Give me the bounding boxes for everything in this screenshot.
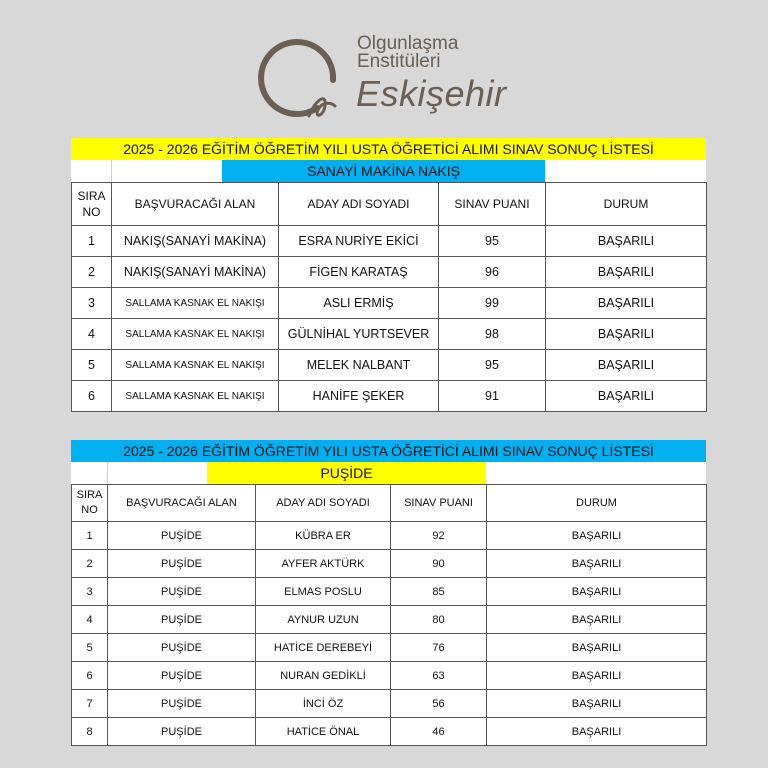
row-candidate: FİGEN KARATAŞ — [279, 257, 439, 288]
table-1-subtitle: SANAYİ MAKİNA NAKIŞ — [222, 160, 545, 182]
table-row — [72, 718, 707, 746]
row-score: 91 — [439, 381, 546, 412]
row-status: BAŞARILI — [546, 226, 707, 257]
logo-mark-icon — [255, 30, 355, 125]
table-header-row — [72, 183, 707, 226]
row-field: SALLAMA KASNAK EL NAKIŞI — [112, 288, 279, 319]
row-field: PUŞİDE — [108, 662, 256, 690]
row-field: PUŞİDE — [108, 522, 256, 550]
col-header-sira-no: SIRA NO — [72, 183, 112, 226]
table-row — [72, 381, 707, 412]
row-candidate: HANİFE ŞEKER — [279, 381, 439, 412]
col-header-sira-no: SIRA NO — [72, 485, 108, 522]
table-header-row — [72, 485, 707, 522]
row-number: 4 — [72, 319, 112, 350]
row-field: SALLAMA KASNAK EL NAKIŞI — [112, 350, 279, 381]
table-row — [72, 226, 707, 257]
institution-logo — [255, 30, 535, 125]
results-table-1 — [71, 182, 707, 412]
table-1-title: 2025 - 2026 EĞİTİM ÖĞRETİM YILI USTA ÖĞRETİCİ ALIMI SINAV SONUÇ LİSTESİ — [71, 138, 706, 160]
table-row — [72, 578, 707, 606]
row-score: 56 — [391, 690, 487, 718]
row-field: SALLAMA KASNAK EL NAKIŞI — [112, 381, 279, 412]
row-status: BAŞARILI — [546, 288, 707, 319]
row-number: 8 — [72, 718, 108, 746]
row-field: PUŞİDE — [108, 718, 256, 746]
row-status: BAŞARILI — [546, 257, 707, 288]
results-table-2-block — [71, 440, 706, 746]
table-row — [72, 634, 707, 662]
row-number: 5 — [72, 350, 112, 381]
row-candidate: ESRA NURİYE EKİCİ — [279, 226, 439, 257]
row-status: BAŞARILI — [546, 381, 707, 412]
row-score: 95 — [439, 226, 546, 257]
row-status: BAŞARILI — [546, 350, 707, 381]
row-candidate: AYNUR UZUN — [256, 606, 391, 634]
table-row — [72, 350, 707, 381]
row-score: 80 — [391, 606, 487, 634]
row-score: 85 — [391, 578, 487, 606]
row-score: 92 — [391, 522, 487, 550]
table-2-title: 2025 - 2026 EĞİTİM ÖĞRETİM YILI USTA ÖĞRETİCİ ALIMI SINAV SONUÇ LİSTESİ — [71, 440, 706, 462]
table-2-subtitle-row — [71, 462, 706, 484]
row-number: 2 — [72, 550, 108, 578]
row-candidate: AYFER AKTÜRK — [256, 550, 391, 578]
col-header-alan: BAŞVURACAĞI ALAN — [112, 183, 279, 226]
row-number: 1 — [72, 522, 108, 550]
logo-line-1: Olgunlaşma — [357, 33, 459, 54]
results-table-1-block — [71, 138, 706, 412]
row-candidate: HATİCE DEREBEYİ — [256, 634, 391, 662]
col-header-aday: ADAY ADI SOYADI — [256, 485, 391, 522]
row-field: PUŞİDE — [108, 606, 256, 634]
logo-line-2: Enstitüleri — [357, 51, 441, 72]
row-number: 6 — [72, 662, 108, 690]
col-header-alan: BAŞVURACAĞI ALAN — [108, 485, 256, 522]
row-field: PUŞİDE — [108, 578, 256, 606]
table-row — [72, 522, 707, 550]
row-status: BAŞARILI — [487, 550, 707, 578]
row-field: PUŞİDE — [108, 550, 256, 578]
row-score: 98 — [439, 319, 546, 350]
row-candidate: NURAN GEDİKLİ — [256, 662, 391, 690]
results-table-2 — [71, 484, 707, 746]
row-score: 46 — [391, 718, 487, 746]
col-header-puan: SINAV PUANI — [391, 485, 487, 522]
row-candidate: MELEK NALBANT — [279, 350, 439, 381]
row-number: 2 — [72, 257, 112, 288]
table-row — [72, 662, 707, 690]
row-score: 99 — [439, 288, 546, 319]
table-2-subtitle: PUŞİDE — [207, 462, 486, 484]
logo-city: Eskişehir — [356, 73, 507, 114]
row-number: 5 — [72, 634, 108, 662]
row-number: 1 — [72, 226, 112, 257]
row-number: 4 — [72, 606, 108, 634]
row-field: PUŞİDE — [108, 690, 256, 718]
table-row — [72, 319, 707, 350]
row-number: 6 — [72, 381, 112, 412]
row-field: NAKIŞ(SANAYİ MAKİNA) — [112, 226, 279, 257]
row-candidate: KÜBRA ER — [256, 522, 391, 550]
row-status: BAŞARILI — [487, 606, 707, 634]
table-1-subtitle-row — [71, 160, 706, 182]
col-header-puan: SINAV PUANI — [439, 183, 546, 226]
row-score: 63 — [391, 662, 487, 690]
row-score: 96 — [439, 257, 546, 288]
col-header-durum: DURUM — [487, 485, 707, 522]
row-score: 95 — [439, 350, 546, 381]
row-number: 3 — [72, 578, 108, 606]
col-header-aday: ADAY ADI SOYADI — [279, 183, 439, 226]
row-candidate: HATİCE ÖNAL — [256, 718, 391, 746]
row-candidate: GÜLNİHAL YURTSEVER — [279, 319, 439, 350]
row-field: NAKIŞ(SANAYİ MAKİNA) — [112, 257, 279, 288]
table-row — [72, 606, 707, 634]
row-candidate: ASLI ERMİŞ — [279, 288, 439, 319]
row-status: BAŞARILI — [487, 662, 707, 690]
row-candidate: ELMAS POSLU — [256, 578, 391, 606]
col-header-durum: DURUM — [546, 183, 707, 226]
row-field: PUŞİDE — [108, 634, 256, 662]
row-field: SALLAMA KASNAK EL NAKIŞI — [112, 319, 279, 350]
table-row — [72, 690, 707, 718]
row-status: BAŞARILI — [487, 522, 707, 550]
row-score: 76 — [391, 634, 487, 662]
row-number: 7 — [72, 690, 108, 718]
row-status: BAŞARILI — [487, 718, 707, 746]
row-score: 90 — [391, 550, 487, 578]
row-status: BAŞARILI — [487, 690, 707, 718]
table-row — [72, 257, 707, 288]
row-candidate: İNCİ ÖZ — [256, 690, 391, 718]
table-row — [72, 288, 707, 319]
row-status: BAŞARILI — [487, 578, 707, 606]
row-status: BAŞARILI — [546, 319, 707, 350]
row-status: BAŞARILI — [487, 634, 707, 662]
table-row — [72, 550, 707, 578]
row-number: 3 — [72, 288, 112, 319]
